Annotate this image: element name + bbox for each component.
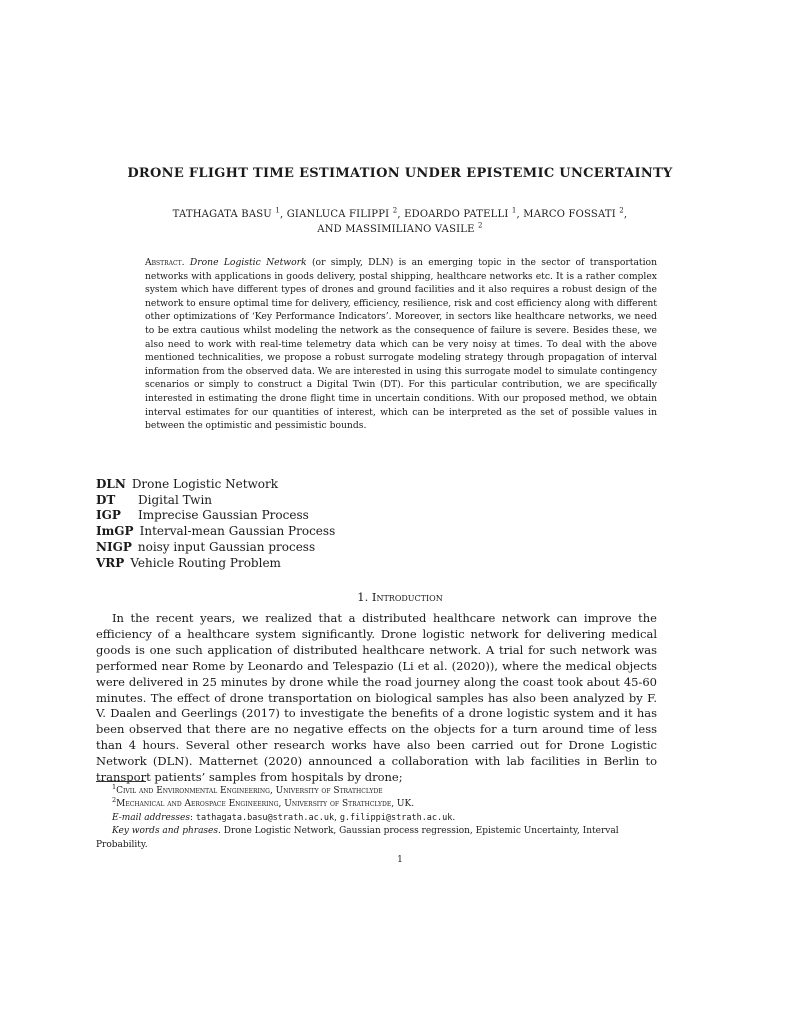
footnote-rule	[96, 781, 146, 782]
footnote-keywords: Key words and phrases. Drone Logistic Network, Gaussian process regression, Epistemic Uncertainty, Interval Probability.	[96, 826, 619, 850]
abbreviation-row	[96, 508, 335, 524]
abbreviation-row	[96, 540, 335, 556]
footnote-affiliation-2: $^2$Mechanical and Aerospace Engineering, University of Strathclyde, UK.	[112, 796, 415, 810]
abbreviation-meaning: Imprecise Gaussian Process	[138, 508, 309, 523]
section-number: 1.	[357, 590, 369, 604]
abbreviation-term: DLN	[96, 477, 126, 491]
abstract	[145, 256, 657, 433]
author-list	[96, 207, 704, 237]
abbreviation-meaning: Vehicle Routing Problem	[130, 555, 281, 570]
abbreviation-term: DT	[96, 492, 116, 507]
page-number: 1	[397, 855, 403, 865]
author-5: AND MASSIMILIANO VASILE $^2$	[317, 221, 483, 235]
author-3: EDOARDO PATELLI $^1$,	[404, 206, 524, 220]
abbreviation-meaning: Digital Twin	[138, 492, 213, 507]
abbreviation-row	[96, 556, 335, 572]
author-2: GIANLUCA FILIPPI $^2$,	[286, 206, 405, 220]
introduction-paragraph: In the recent years, we realized that a distributed healthcare network can improve the efficiency of a healthcare system significantly. Drone logistic network for delivering medical goods is one such application of distributed healthcare network. A trial for such network was performed near Rome by Leonardo and Telespazio (Li et al. (2020)), where the medical objects were delivered in 25 minutes by drone while the road journey along the coast took about 45-60 minutes. The effect of drone transportation on biological samples has also been analyzed by F. V. Daalen and Geerlings (2017) to investigate the benefits of a drone logistic system and it has been observed that there are no negative effects on the objects for a turn around time of less than 4 hours. Several other research works have also been carried out for Drone Logistic Network (DLN). Matternet (2020) announced a collaboration with lab facilities in Berlin to transport patients’ samples from hospitals by drone;	[96, 611, 657, 785]
abbreviation-term: IGP	[96, 508, 121, 523]
abbreviation-meaning: Drone Logistic Network	[131, 477, 279, 491]
abstract-term: Drone Logistic Network	[189, 257, 307, 268]
email-link-1[interactable]: tathagata.basu@strath.ac.uk	[195, 812, 335, 823]
abbreviation-meaning: noisy input Gaussian process	[137, 539, 316, 554]
section-title: Introduction	[371, 590, 443, 604]
author-4: MARCO FOSSATI $^2$,	[523, 206, 628, 220]
abbreviation-row	[96, 477, 335, 493]
abbreviation-row	[96, 493, 335, 509]
abbreviation-list	[96, 477, 335, 571]
footnote-emails: E-mail addresses: tathagata.basu@strath.ac.uk, g.filippi@strath.ac.uk.	[112, 812, 456, 823]
abbreviation-term: NIGP	[96, 539, 132, 554]
abbreviation-term: VRP	[96, 555, 125, 570]
abbreviation-row	[96, 524, 335, 540]
abbreviation-term: ImGP	[96, 524, 134, 539]
footnote-affiliation-1: $^1$Civil and Environmental Engineering, University of Strathclyde	[112, 783, 383, 796]
abstract-body: (or simply, DLN) is an emerging topic in the sector of transportation networks with applications in goods delivery, postal shipping, healthcare networks etc. It is a rather complex system which have different types of drones and ground facilities and it also requires a robust design of the network to ensure optimal time for delivery, efficiency, resilience, risk and cost efficiency along with different other optimizations of ‘Key Performance Indicators’. Moreover, in sectors like healthcare networks, we need to be extra cautious whilst modeling the network as the consequence of failure is severe. Besides these, we also need to work with real-time telemetry data which can be very noisy at times. To deal with the above mentioned technicalities, we propose a robust surrogate modeling strategy through propagation of interval information from the observed data. We are interested in using this surrogate model to simulate contingency scenarios or simply to construct a Digital Twin (DT). For this particular contribution, we are specifically interested in estimating the drone flight time in uncertain conditions. With our proposed method, we obtain interval estimates for our quantities of interest, which can be interpreted as the set of possible values in between the optimistic and pessimistic bounds.	[145, 257, 658, 432]
author-1: TATHAGATA BASU $^1$,	[172, 206, 287, 220]
paper-title: DRONE FLIGHT TIME ESTIMATION UNDER EPISTEMIC UNCERTAINTY	[127, 166, 673, 181]
email-link-2[interactable]: g.filippi@strath.ac.uk	[339, 812, 453, 823]
abstract-label: Abstract.	[145, 257, 185, 268]
section-heading	[0, 590, 800, 604]
abbreviation-meaning: Interval-mean Gaussian Process	[139, 524, 336, 539]
footnotes	[96, 785, 657, 852]
